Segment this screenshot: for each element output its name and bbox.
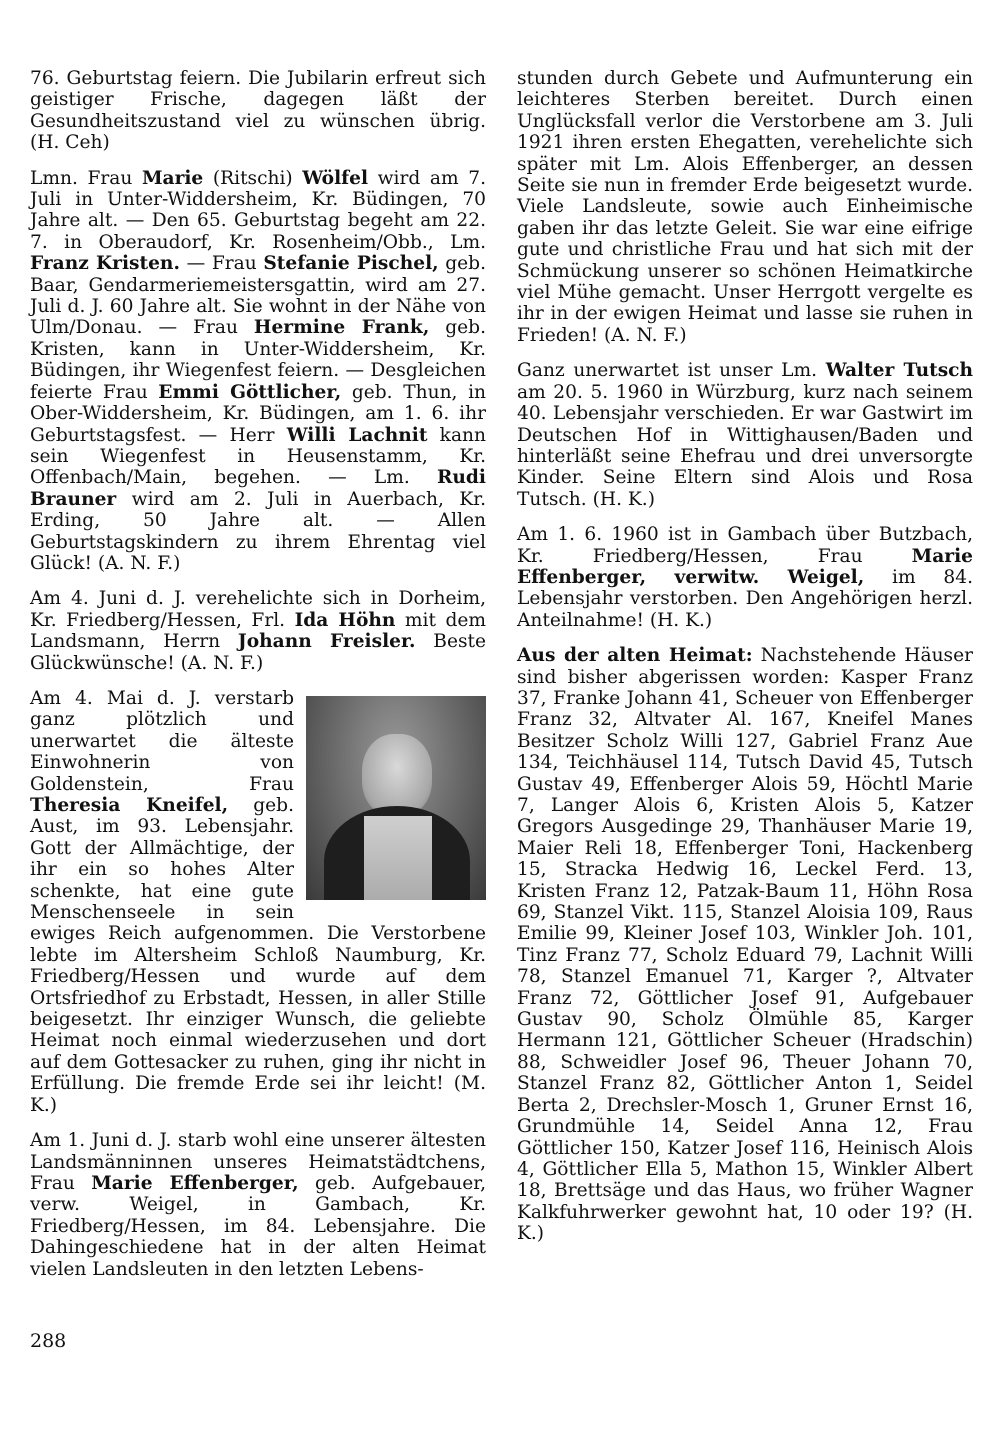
bold-name: Ida Höhn <box>294 609 396 631</box>
bold-name: Theresia Kneifel, <box>30 795 229 816</box>
bold-name: Marie <box>141 167 204 189</box>
paragraph-obituary-continued: stunden durch Gebete und Aufmunterung ein leichteres Sterben bereitet. Durch einen Unglücksfall verlor die Verstorbene am 3. Juli 1921 ihren ersten Ehegatten, verehelichte sich später mit Lm. Alois Effenberger, an dessen Seite sie nun in fremder Erde beigesetzt wurde. Viele Landsleute, sowie auch Einheimische gaben ihr das letzte Geleit. Sie war eine eifrige gute und christliche Frau und hat sich mit der Schmückung unserer so schönen Heimatkirche viel Mühe gemacht. Unser Herrgott vergelte es ihr in der ewigen Heimat und lasse sie ruhen in Frieden! (A. N. F.) <box>517 68 973 346</box>
portrait-photo <box>306 696 486 900</box>
bold-name: Johann Freisler. <box>237 631 416 653</box>
paragraph-obituary-kneifel: Am 4. Mai d. J. verstarb ganz plötzlich und unerwartet die älteste Einwohnerin von Goldenstein, Frau Theresia Kneifel, geb. Aust, im 93. Lebensjahr. Gott der Allmächtige, der ihr ein so hohes Alter schenkte, hat eine gute Menschenseele in sein ewiges Reich aufgenommen. Die Verstorbene lebte im Altersheim Schloß Naumburg, Kr. Friedberg/Hessen und wurde auf dem Ortsfriedhof zu Erbstadt, Hessen, in aller Stille beigesetzt. Ihr einziger Wunsch, die geliebte Heimat noch einmal wiederzusehen und dort auf dem Gottesacker zu ruhen, ging ihr nicht in Erfüllung. Die fremde Erde sei ihr leicht! (M. K.) <box>30 687 486 1116</box>
left-column <box>30 68 486 1294</box>
right-column <box>517 68 973 1259</box>
bold-name: Hermine Frank, <box>253 317 430 339</box>
bold-name: Stefanie Pischel, <box>263 253 439 275</box>
paragraph-birthdays: Lmn. Frau Marie (Ritschi) Wölfel wird am 7. Juli in Unter-Widdersheim, Kr. Büdingen, 70 Jahre alt. — Den 65. Geburtstag begeht am 22. 7. in Oberaudorf, Kr. Rosenheim/Obb., Lm. Franz Kristen. — Frau Stefanie Pischel, geb. Baar, Gendarmeriemeistersgattin, wird am 27. Juli d. J. 60 Jahre alt. Sie wohnt in der Nähe von Ulm/Donau. — Frau Hermine Frank, geb. Kristen, kann in Unter-Widdersheim, Kr. Büdingen, ihr Wiegenfest feiern. — Desgleichen feierte Frau Emmi Göttlicher, geb. Thun, in Ober-Widdersheim, Kr. Büdingen, am 1. 6. ihr Geburtstagsfest. — Herr Willi Lachnit kann sein Wiegenfest in Heusenstamm, Kr. Offenbach/Main, begehen. — Lm. Rudi Brauner wird am 2. Juli in Auerbach, Kr. Erding, 50 Jahre alt. — Allen Geburtstagskindern zu ihrem Ehrentag viel Glück! (A. N. F.) <box>30 167 486 574</box>
bold-name: Marie Effenberger, <box>91 1172 299 1194</box>
paragraph-birthday-end: 76. Geburtstag feiern. Die Jubilarin erfreut sich geistiger Frische, dagegen läßt der Gesundheitszustand viel zu wünschen übrig. (H. Ceh) <box>30 68 486 154</box>
paragraph-wedding: Am 4. Juni d. J. verehelichte sich in Dorheim, Kr. Friedberg/Hessen, Frl. Ida Höhn mit dem Landsmann, Herrn Johann Freisler. Beste Glückwünsche! (A. N. F.) <box>30 588 487 674</box>
bold-name: Franz Kristen. <box>30 253 180 275</box>
paragraph-old-homeland: Aus der alten Heimat: Nachstehende Häuser sind bisher abgerissen worden: Kasper Franz 37, Franke Johann 41, Scheuer von Effenberger Franz 32, Altvater Al. 167, Kneifel Manes Besitzer Scholz Willi 127, Gabriel Franz Aue 134, Teichhäusel 114, Tutsch David 45, Tutsch Gustav 49, Effenberger Alois 59, Höchtl Marie 7, Langer Alois 6, Kristen Alois 5, Katzer Gregors Ausgedinge 29, Thanhäuser Marie 19, Maier Reli 18, Effenberger Toni, Hackenberg 15, Stracka Hedwig 16, Leckel Ferd. 13, Kristen Franz 12, Patzak-Baum 11, Höhn Rosa 69, Stanzel Vikt. 115, Stanzel Aloisia 109, Raus Emilie 99, Kleiner Josef 103, Winkler Joh. 101, Tinz Franz 77, Scholz Eduard 79, Lachnit Willi 78, Stanzel Emanuel 71, Karger ?, Altvater Franz 72, Göttlicher Josef 91, Aufgebauer Gustav 90, Scholz Ölmühle 85, Karger Hermann 121, Göttlicher Scheuer (Hradschin) 88, Schweidler Josef 96, Theuer Johann 70, Stanzel Franz 82, Göttlicher Anton 1, Seidel Berta 2, Drechsler-Mosch 1, Gruner Ernst 16, Grundmühle 14, Seidel Anna 12, Frau Göttlicher 150, Katzer Josef 116, Heinisch Alois 4, Göttlicher Ella 5, Mathon 15, Winkler Albert 18, Brettsäge und das Haus, wo früher Wagner Kalkfuhrwerker gewohnt hat, 10 oder 19? (H. K.) <box>517 645 973 1245</box>
paragraph-obituary-notice: Am 1. 6. 1960 ist in Gambach über Butzbach, Kr. Friedberg/Hessen, Frau Marie Effenberger, verwitw. Weigel, im 84. Lebensjahr verstorben. Den Angehörigen herzl. Anteilnahme! (H. K.) <box>517 524 973 631</box>
paragraph-obituary-effenberger: Am 1. Juni d. J. starb wohl eine unserer ältesten Landsmänninnen unseres Heimatstädtchens, Frau Marie Effenberger, geb. Aufgebauer, verw. Weigel, in Gambach, Kr. Friedberg/Hessen, im 84. Lebensjahre. Die Dahingeschiedene hat in der alten Heimat vielen Landsleuten in den letzten Lebens- <box>30 1130 486 1280</box>
bold-name: Marie Effenberger, verwitw. Weigel, <box>517 545 973 588</box>
section-heading: Aus der alten Heimat: <box>517 645 753 667</box>
bold-name: Willi Lachnit <box>286 424 428 446</box>
bold-name: Wölfel <box>302 167 369 189</box>
page-number: 288 <box>30 1330 67 1352</box>
bold-name: Walter Tutsch <box>825 360 973 382</box>
paragraph-obituary-tutsch: Ganz unerwartet ist unser Lm. Walter Tutsch am 20. 5. 1960 in Würzburg, kurz nach seinem 40. Lebensjahr verschieden. Er war Gastwirt im Deutschen Hof in Wittighausen/Baden und hinterläßt seine Ehefrau und drei unversorgte Kinder. Seine Eltern sind Alois und Rosa Tutsch. (H. K.) <box>517 360 973 510</box>
bold-name: Rudi Brauner <box>30 467 486 510</box>
bold-name: Emmi Göttlicher, <box>158 381 342 403</box>
